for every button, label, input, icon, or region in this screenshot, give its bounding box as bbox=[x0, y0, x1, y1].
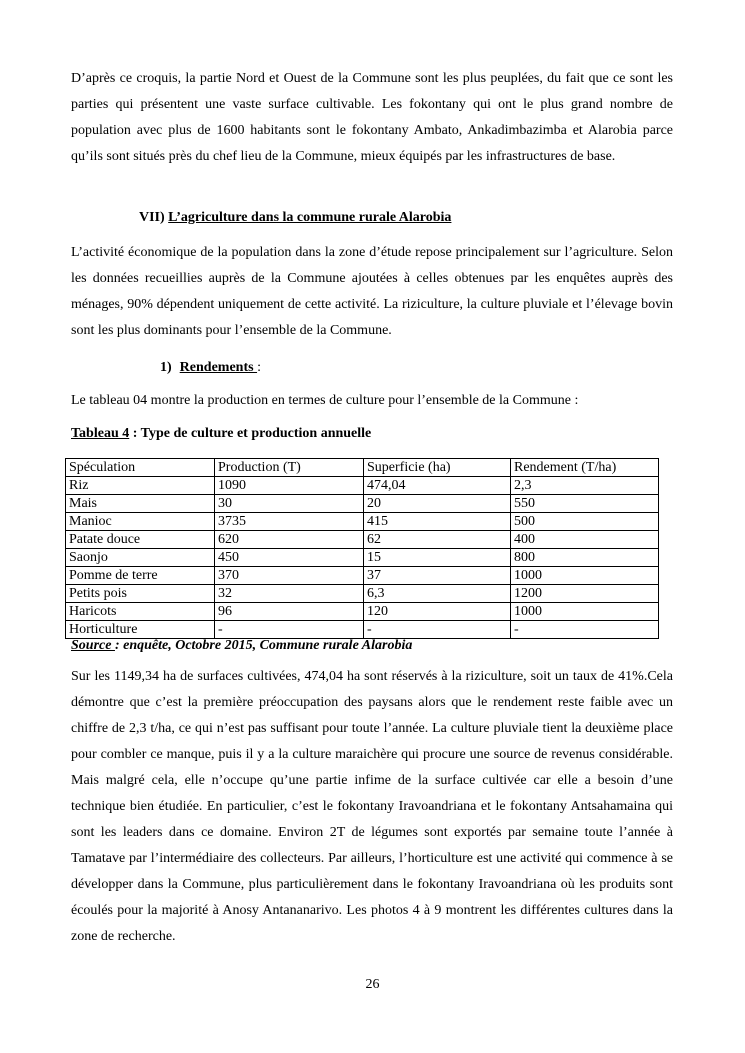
table-caption-label: Tableau 4 bbox=[71, 426, 130, 441]
subsection-heading bbox=[160, 360, 261, 376]
table-cell: Haricots bbox=[66, 603, 215, 621]
table-cell: 620 bbox=[215, 531, 364, 549]
table-cell: 550 bbox=[511, 495, 659, 513]
page-number: 26 bbox=[365, 977, 380, 992]
table-row bbox=[66, 567, 659, 585]
table-row bbox=[66, 585, 659, 603]
section-title: L’agriculture dans la commune rurale Alarobia bbox=[168, 210, 452, 225]
table-cell: 1200 bbox=[511, 585, 659, 603]
table-cell: Mais bbox=[66, 495, 215, 513]
table-cell: - bbox=[215, 621, 364, 639]
subsection-number: 1) bbox=[160, 360, 172, 375]
table-row bbox=[66, 531, 659, 549]
table-header-row bbox=[66, 459, 659, 477]
table-cell: Riz bbox=[66, 477, 215, 495]
table-cell: 32 bbox=[215, 585, 364, 603]
table-caption-text: : Type de culture et production annuelle bbox=[129, 426, 372, 441]
table-cell: 20 bbox=[364, 495, 511, 513]
table-cell: 96 bbox=[215, 603, 364, 621]
table-cell: Manioc bbox=[66, 513, 215, 531]
table-caption bbox=[71, 426, 371, 442]
table-cell: 30 bbox=[215, 495, 364, 513]
table-cell: 415 bbox=[364, 513, 511, 531]
table-row bbox=[66, 495, 659, 513]
table-header-cell: Production (T) bbox=[215, 459, 364, 477]
table-body bbox=[66, 459, 659, 639]
table-header-cell: Rendement (T/ha) bbox=[511, 459, 659, 477]
table-cell: 474,04 bbox=[364, 477, 511, 495]
table-cell: 2,3 bbox=[511, 477, 659, 495]
table-cell: 15 bbox=[364, 549, 511, 567]
table-cell: 500 bbox=[511, 513, 659, 531]
paragraph-intro: D’après ce croquis, la partie Nord et Ouest de la Commune sont les plus peuplées, du fait que ce sont les parties qui présentent une vaste surface cultivable. Les fokontany qui ont le plus grand nombre de population avec plus de 1600 habitants sont le fokontany Ambato, Ankadimbazimba et Alarobia parce qu’ils sont situés près du chef lieu de la Commune, mieux équipés par les infrastructures de base. bbox=[71, 71, 673, 164]
paragraph-agriculture: L’activité économique de la population dans la zone d’étude repose principalement sur l’agriculture. Selon les données recueillies auprès de la Commune ajoutées à celles obtenues par les enquêtes auprès des ménages, 90% dépendent uniquement de cette activité. La riziculture, la culture pluviale et l’élevage bovin sont les plus dominants pour l’ensemble de la Commune. bbox=[71, 245, 673, 338]
table-cell: Horticulture bbox=[66, 621, 215, 639]
table-cell: 800 bbox=[511, 549, 659, 567]
table-cell: 450 bbox=[215, 549, 364, 567]
production-table bbox=[65, 458, 659, 639]
source-label: Source bbox=[71, 638, 115, 653]
table-header-cell: Superficie (ha) bbox=[364, 459, 511, 477]
table-row bbox=[66, 621, 659, 639]
table-row bbox=[66, 513, 659, 531]
table-cell: 400 bbox=[511, 531, 659, 549]
table-row bbox=[66, 603, 659, 621]
source-text: : enquête, Octobre 2015, Commune rurale Alarobia bbox=[114, 638, 413, 653]
table-source bbox=[71, 638, 412, 654]
table-cell: 1000 bbox=[511, 603, 659, 621]
table-cell: 6,3 bbox=[364, 585, 511, 603]
paragraph-analysis: Sur les 1149,34 ha de surfaces cultivées, 474,04 ha sont réservés à la riziculture, soit un taux de 41%.Cela démontre que c’est la première préoccupation des paysans alors que le rendement reste faible avec un chiffre de 2,3 t/ha, ce qui n’est pas suffisant pour toute l’année. La culture pluviale tient la deuxième place pour combler ce manque, puis il y a la culture maraichère qui procure une source de revenus considérable. Mais malgré cela, elle n’occupe qu’une partie infime de la surface cultivée car elle a besoin d’une technique bien étudiée. En particulier, c’est le fokontany Iravoandriana et le fokontany Antsahamaina qui sont les leaders dans ce domaine. Environ 2T de légumes sont exportés par semaine toute l’année à Tamatave par l’intermédiaire des collecteurs. Par ailleurs, l’horticulture est une activité qui commence à se développer dans la Commune, plus particulièrement dans le fokontany Iravoandriana où les produits sont écoulés pour la majorité à Anosy Antananarivo. Les photos 4 à 9 montrent les différentes cultures dans la zone de recherche. bbox=[71, 669, 673, 944]
table-cell: - bbox=[364, 621, 511, 639]
table-cell: 1090 bbox=[215, 477, 364, 495]
subsection-title: Rendements bbox=[179, 360, 258, 375]
paragraph-table-intro: Le tableau 04 montre la production en termes de culture pour l’ensemble de la Commune : bbox=[71, 393, 579, 408]
table-cell: Saonjo bbox=[66, 549, 215, 567]
table-cell: - bbox=[511, 621, 659, 639]
table-cell: Patate douce bbox=[66, 531, 215, 549]
table-cell: Petits pois bbox=[66, 585, 215, 603]
table-row bbox=[66, 477, 659, 495]
subsection-suffix: : bbox=[257, 360, 261, 375]
table-cell: 370 bbox=[215, 567, 364, 585]
table-cell: Pomme de terre bbox=[66, 567, 215, 585]
section-number: VII) bbox=[139, 210, 165, 225]
table-cell: 62 bbox=[364, 531, 511, 549]
table-row bbox=[66, 549, 659, 567]
table-header-cell: Spéculation bbox=[66, 459, 215, 477]
table-cell: 3735 bbox=[215, 513, 364, 531]
section-heading bbox=[139, 210, 451, 226]
table-cell: 37 bbox=[364, 567, 511, 585]
table-cell: 1000 bbox=[511, 567, 659, 585]
table-cell: 120 bbox=[364, 603, 511, 621]
